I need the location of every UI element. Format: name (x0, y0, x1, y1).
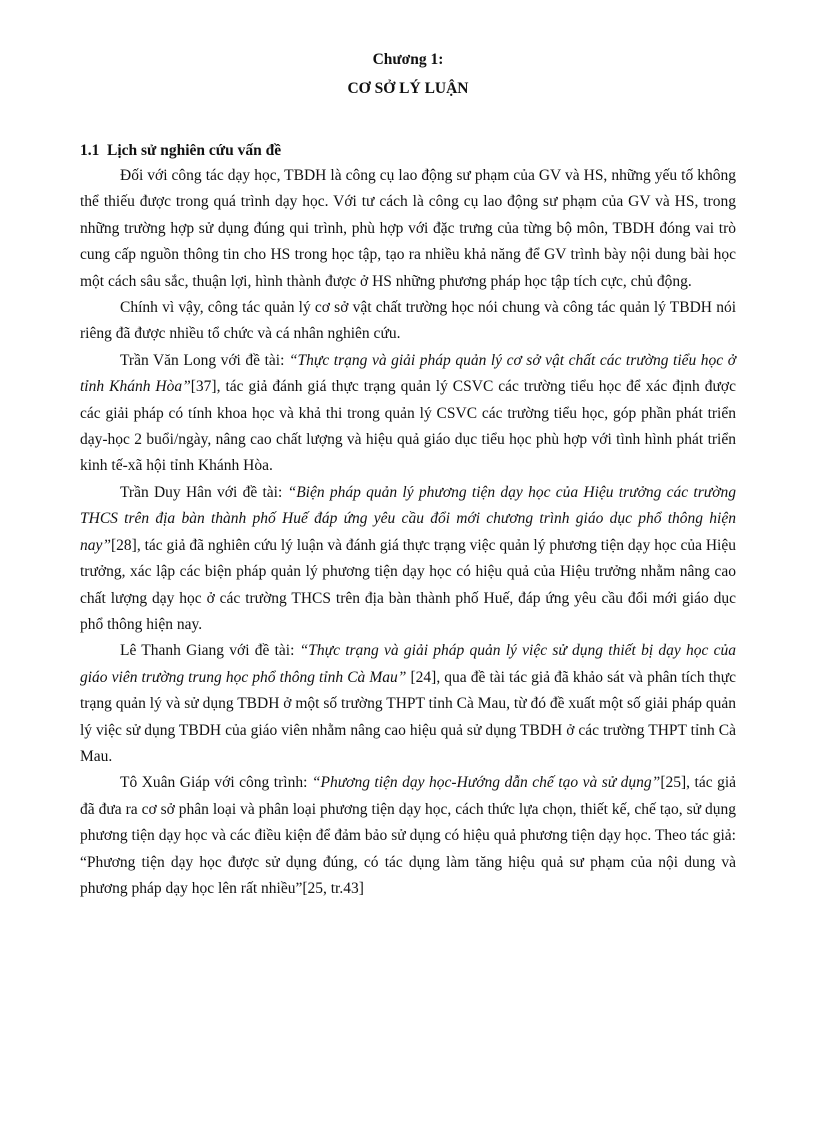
paragraph-tran-van-long (80, 348, 736, 480)
study-summary: [24], qua đề tài tác giả đã khảo sát và phân tích thực trạng quản lý và sử dụng TBDH ở một số trường THPT tỉnh Cà Mau, từ đó đề xuất một số giải pháp quản lý việc sử dụng TBDH của giáo viên nhằm nâng cao hiệu quả sử dụng TBDH ở các trường THPT tỉnh Cà Mau. (80, 668, 736, 765)
section-number: 1.1 (80, 142, 100, 159)
section-heading (80, 139, 281, 163)
author-intro: Lê Thanh Giang với đề tài: (120, 642, 300, 660)
author-intro: Trần Duy Hân với đề tài: (120, 483, 288, 501)
chapter-label: Chương 1: (372, 51, 444, 68)
paragraph-tran-duy-han (80, 480, 736, 638)
section-title: Lịch sử nghiên cứu vấn đề (107, 142, 282, 159)
study-summary: [25], tác giả đã đưa ra cơ sở phân loại và phân loại phương tiện dạy học, cách thức lựa chọn, thiết kế, chế tạo, sử dụng phương tiện dạy học và các điều kiện để đảm bảo sử dụng có hiệu quả phương tiện dạy học. Theo tác giả: “Phương tiện dạy học được sử dụng đúng, có tác dụng làm tăng hiệu quả sư phạm của nội dung và phương pháp dạy học lên rất nhiều”[25, tr.43] (80, 774, 737, 897)
author-intro: Trần Văn Long với đề tài: (120, 351, 289, 369)
study-title: “Biện pháp quản lý phương tiện dạy học của Hiệu trưởng các trường THCS trên địa bàn thành phố Huế đáp ứng yêu cầu đổi mới chương trình giáo dục phổ thông hiện nay” (80, 483, 736, 554)
paragraph-le-thanh-giang (80, 638, 736, 770)
author-intro: Tô Xuân Giáp với công trình: (120, 774, 312, 792)
body-text (80, 163, 736, 902)
chapter-title: CƠ SỞ LÝ LUẬN (347, 80, 469, 97)
study-title: “Thực trạng và giải pháp quản lý cơ sở vật chất các trường tiểu học ở tỉnh Khánh Hòa” (80, 351, 736, 396)
study-title: “Phương tiện dạy học-Hướng dẫn chế tạo và sử dụng” (311, 774, 661, 792)
study-summary: [28], tác giả đã nghiên cứu lý luận và đánh giá thực trạng việc quản lý phương tiện dạy học của Hiệu trưởng, xác lập các biện pháp quản lý phương tiện dạy học có hiệu quả của Hiệu trưởng nhằm nâng cao chất lượng dạy học ở các trường THCS trên địa bàn thành phố Huế, đáp ứng yêu cầu đổi mới giáo dục phổ thông hiện nay. (80, 536, 736, 633)
paragraph-tbdh-role: Đối với công tác dạy học, TBDH là công cụ lao động sư phạm của GV và HS, những yếu tố không thể thiếu được trong quá trình dạy học. Với tư cách là công cụ lao động sư phạm của GV và HS, trong những trường hợp sử dụng đúng qui trình, phù hợp với đặc trưng của từng bộ môn, TBDH đóng vai trò cung cấp nguồn thông tin cho HS trong học tập, tạo ra nhiều khả năng để GV trình bày nội dung bài học một cách sâu sắc, thuận lợi, hình thành được ở HS những phương pháp học tập tích cực, chủ động. (80, 167, 736, 290)
paragraph-to-xuan-giap (80, 770, 736, 902)
study-title: “Thực trạng và giải pháp quản lý việc sử dụng thiết bị dạy học của giáo viên trường trung học phổ thông tỉnh Cà Mau” (80, 642, 736, 686)
paragraph-research-context: Chính vì vậy, công tác quản lý cơ sở vật chất trường học nói chung và công tác quản lý TBDH nói riêng đã được nhiều tổ chức và cá nhân nghiên cứu. (80, 299, 736, 343)
study-summary: [37], tác giả đánh giá thực trạng quản lý CSVC các trường tiểu học để xác định được các giải pháp có tính khoa học và khả thi trong quản lý CSVC các trường tiểu học, góp phần phát triển dạy-học 2 buổi/ngày, nâng cao chất lượng và hiệu quả giáo dục tiểu học phù hợp với tình hình phát triển kinh tế-xã hội tỉnh Khánh Hòa. (80, 378, 736, 475)
